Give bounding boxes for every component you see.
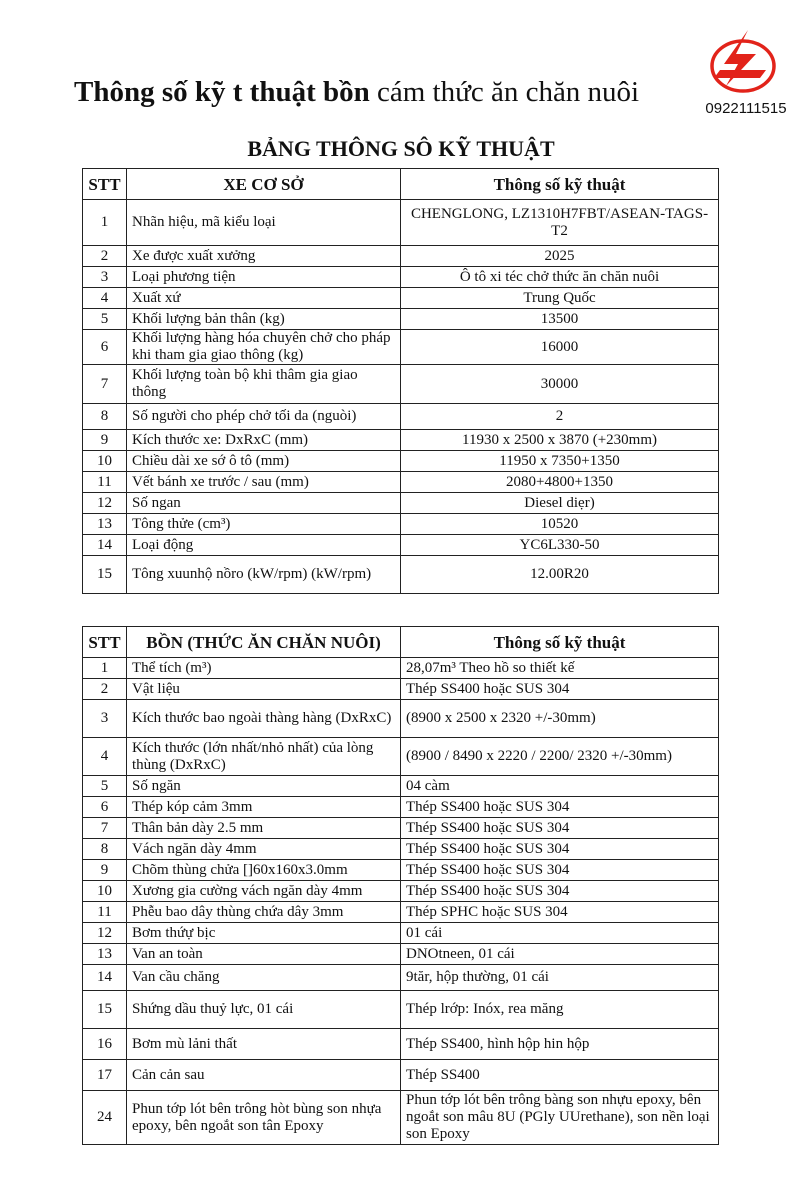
header-value: Thông số kỹ thuật [401, 627, 719, 658]
row-stt: 15 [83, 556, 127, 594]
table-header-row [83, 169, 719, 200]
row-stt: 7 [83, 818, 127, 839]
table-row [83, 881, 719, 902]
table-header-row [83, 627, 719, 658]
row-value: Phun tớp lót bên trông bàng son nhựu epoxy, bên ngoắt son mâu 8U (PGly UUrethane), son nền loại son Epoxy [401, 1091, 719, 1145]
row-label: Khối lượng hàng hóa chuyên chở cho pháp khi tham gia giao thông (kg) [127, 330, 401, 365]
table-row [83, 451, 719, 472]
row-value: 16000 [401, 330, 719, 365]
row-label: Phun tớp lót bên trông hòt bùng son nhựa epoxy, bên ngoắt son tân Epoxy [127, 1091, 401, 1145]
row-label: Số người cho phép chở tối da (nguòi) [127, 404, 401, 430]
row-stt: 14 [83, 535, 127, 556]
row-stt: 17 [83, 1060, 127, 1091]
row-value: Thép SS400 hoặc SUS 304 [401, 797, 719, 818]
row-value: 2025 [401, 246, 719, 267]
row-value: Thép SS400 hoặc SUS 304 [401, 679, 719, 700]
table-row [83, 472, 719, 493]
row-value: 2 [401, 404, 719, 430]
row-stt: 11 [83, 902, 127, 923]
row-label: Nhãn hiệu, mã kiểu loại [127, 200, 401, 246]
row-stt: 6 [83, 797, 127, 818]
row-label: Tông thửe (cm³) [127, 514, 401, 535]
table-row [83, 738, 719, 776]
table-row [83, 1060, 719, 1091]
table-row [83, 365, 719, 404]
row-value: 12.00R20 [401, 556, 719, 594]
row-stt: 14 [83, 965, 127, 991]
row-stt: 2 [83, 679, 127, 700]
row-value: 2080+4800+1350 [401, 472, 719, 493]
table-row [83, 246, 719, 267]
table-row [83, 797, 719, 818]
row-stt: 24 [83, 1091, 127, 1145]
row-value: CHENGLONG, LZ1310H7FBT/ASEAN-TAGS-T2 [401, 200, 719, 246]
table-row [83, 535, 719, 556]
row-value: Trung Quốc [401, 288, 719, 309]
row-stt: 3 [83, 267, 127, 288]
table-row [83, 267, 719, 288]
row-stt: 15 [83, 991, 127, 1029]
table-row [83, 430, 719, 451]
row-value: 04 càm [401, 776, 719, 797]
row-value: 11930 x 2500 x 3870 (+230mm) [401, 430, 719, 451]
row-stt: 16 [83, 1029, 127, 1060]
row-value: Thép SS400 hoặc SUS 304 [401, 818, 719, 839]
row-label: Xe được xuất xưởng [127, 246, 401, 267]
row-value: Diesel diẹr) [401, 493, 719, 514]
header-label: XE CƠ SỞ [127, 169, 401, 200]
row-stt: 8 [83, 404, 127, 430]
page-title [74, 76, 639, 109]
row-value: (8900 / 8490 x 2220 / 2200/ 2320 +/-30mm) [401, 738, 719, 776]
row-stt: 4 [83, 288, 127, 309]
row-value: Thép SS400 hoặc SUS 304 [401, 860, 719, 881]
row-label: Thép kóp cảm 3mm [127, 797, 401, 818]
row-stt: 10 [83, 451, 127, 472]
table-row [83, 923, 719, 944]
row-label: Xương gia cường vách ngăn dày 4mm [127, 881, 401, 902]
row-label: Bơm mù lảni thất [127, 1029, 401, 1060]
row-value: Thép SS400 hoặc SUS 304 [401, 839, 719, 860]
row-label: Vật liệu [127, 679, 401, 700]
row-stt: 3 [83, 700, 127, 738]
row-value: Thép SS400 [401, 1060, 719, 1091]
table-row [83, 991, 719, 1029]
row-stt: 10 [83, 881, 127, 902]
row-stt: 9 [83, 860, 127, 881]
row-label: Kích thước bao ngoài thàng hàng (DxRxC) [127, 700, 401, 738]
table-row [83, 965, 719, 991]
page-title-bold: Thông số kỹ t thuật bồn [74, 76, 370, 108]
row-value: (8900 x 2500 x 2320 +/-30mm) [401, 700, 719, 738]
table-row [83, 288, 719, 309]
row-value: 28,07m³ Theo hồ so thiết kế [401, 658, 719, 679]
vehicle-spec-table [82, 168, 719, 594]
row-stt: 4 [83, 738, 127, 776]
header-label: BỒN (THỨC ĂN CHĂN NUÔI) [127, 627, 401, 658]
row-value: 13500 [401, 309, 719, 330]
table-row [83, 493, 719, 514]
row-value: Thép SS400, hình hộp hin hộp [401, 1029, 719, 1060]
table-row [83, 1091, 719, 1145]
row-stt: 8 [83, 839, 127, 860]
company-logo-icon [708, 24, 778, 96]
header-stt: STT [83, 169, 127, 200]
row-value: 11950 x 7350+1350 [401, 451, 719, 472]
table-row [83, 818, 719, 839]
page-title-rest: cám thức ăn chăn nuôi [369, 76, 640, 108]
row-stt: 12 [83, 493, 127, 514]
table-row [83, 200, 719, 246]
row-label: Khối lượng bản thân (kg) [127, 309, 401, 330]
table-row [83, 776, 719, 797]
row-label: Cản cản sau [127, 1060, 401, 1091]
row-stt: 13 [83, 944, 127, 965]
table-row [83, 514, 719, 535]
table-row [83, 556, 719, 594]
row-label: Số ngan [127, 493, 401, 514]
table-row [83, 330, 719, 365]
row-label: Van cầu chăng [127, 965, 401, 991]
row-label: Chiều dài xe sớ ô tô (mm) [127, 451, 401, 472]
row-label: Khối lượng toàn bộ khi thâm gia giao thông [127, 365, 401, 404]
table-row [83, 404, 719, 430]
row-label: Tông xuunhộ nồro (kW/rpm) (kW/rpm) [127, 556, 401, 594]
row-label: Loại phương tiện [127, 267, 401, 288]
row-value: YC6L330-50 [401, 535, 719, 556]
row-stt: 2 [83, 246, 127, 267]
row-value: 9tăr, hộp thường, 01 cái [401, 965, 719, 991]
row-value: 01 cái [401, 923, 719, 944]
row-stt: 12 [83, 923, 127, 944]
header-stt: STT [83, 627, 127, 658]
table-row [83, 679, 719, 700]
row-stt: 1 [83, 200, 127, 246]
row-label: Thân bản dày 2.5 mm [127, 818, 401, 839]
row-label: Vết bánh xe trước / sau (mm) [127, 472, 401, 493]
row-label: Bơm thứự bịc [127, 923, 401, 944]
row-stt: 11 [83, 472, 127, 493]
row-label: Chõm thùng chửa []60x160x3.0mm [127, 860, 401, 881]
row-value: DNOtneen, 01 cái [401, 944, 719, 965]
row-label: Kích thước (lớn nhất/nhỏ nhất) của lòng thùng (DxRxC) [127, 738, 401, 776]
row-label: Xuất xứ [127, 288, 401, 309]
table-row [83, 944, 719, 965]
row-value: 30000 [401, 365, 719, 404]
row-stt: 5 [83, 309, 127, 330]
row-stt: 9 [83, 430, 127, 451]
row-stt: 6 [83, 330, 127, 365]
table-row [83, 700, 719, 738]
row-label: Thể tích (m³) [127, 658, 401, 679]
table-row [83, 658, 719, 679]
row-value: 10520 [401, 514, 719, 535]
row-value: Thép lrớp: Inóx, rea măng [401, 991, 719, 1029]
phone-number: 0922111515 [705, 100, 787, 117]
row-label: Phễu bao dây thùng chứa dây 3mm [127, 902, 401, 923]
table-row [83, 1029, 719, 1060]
table-row [83, 839, 719, 860]
row-label: Van an toàn [127, 944, 401, 965]
row-value: Thép SPHC hoặc SUS 304 [401, 902, 719, 923]
header-value: Thông số kỹ thuật [401, 169, 719, 200]
row-value: Thép SS400 hoặc SUS 304 [401, 881, 719, 902]
table-row [83, 309, 719, 330]
row-stt: 5 [83, 776, 127, 797]
row-label: Vách ngăn dày 4mm [127, 839, 401, 860]
row-label: Số ngăn [127, 776, 401, 797]
row-value: Ô tô xi téc chở thức ăn chăn nuôi [401, 267, 719, 288]
table-row [83, 860, 719, 881]
row-label: Loại động [127, 535, 401, 556]
row-label: Shứng dầu thuỷ lực, 01 cái [127, 991, 401, 1029]
row-stt: 1 [83, 658, 127, 679]
row-stt: 13 [83, 514, 127, 535]
tank-spec-table [82, 626, 719, 1145]
table-title: BẢNG THÔNG SÔ KỸ THUẬT [247, 136, 555, 161]
row-label: Kích thước xe: DxRxC (mm) [127, 430, 401, 451]
table-row [83, 902, 719, 923]
row-stt: 7 [83, 365, 127, 404]
